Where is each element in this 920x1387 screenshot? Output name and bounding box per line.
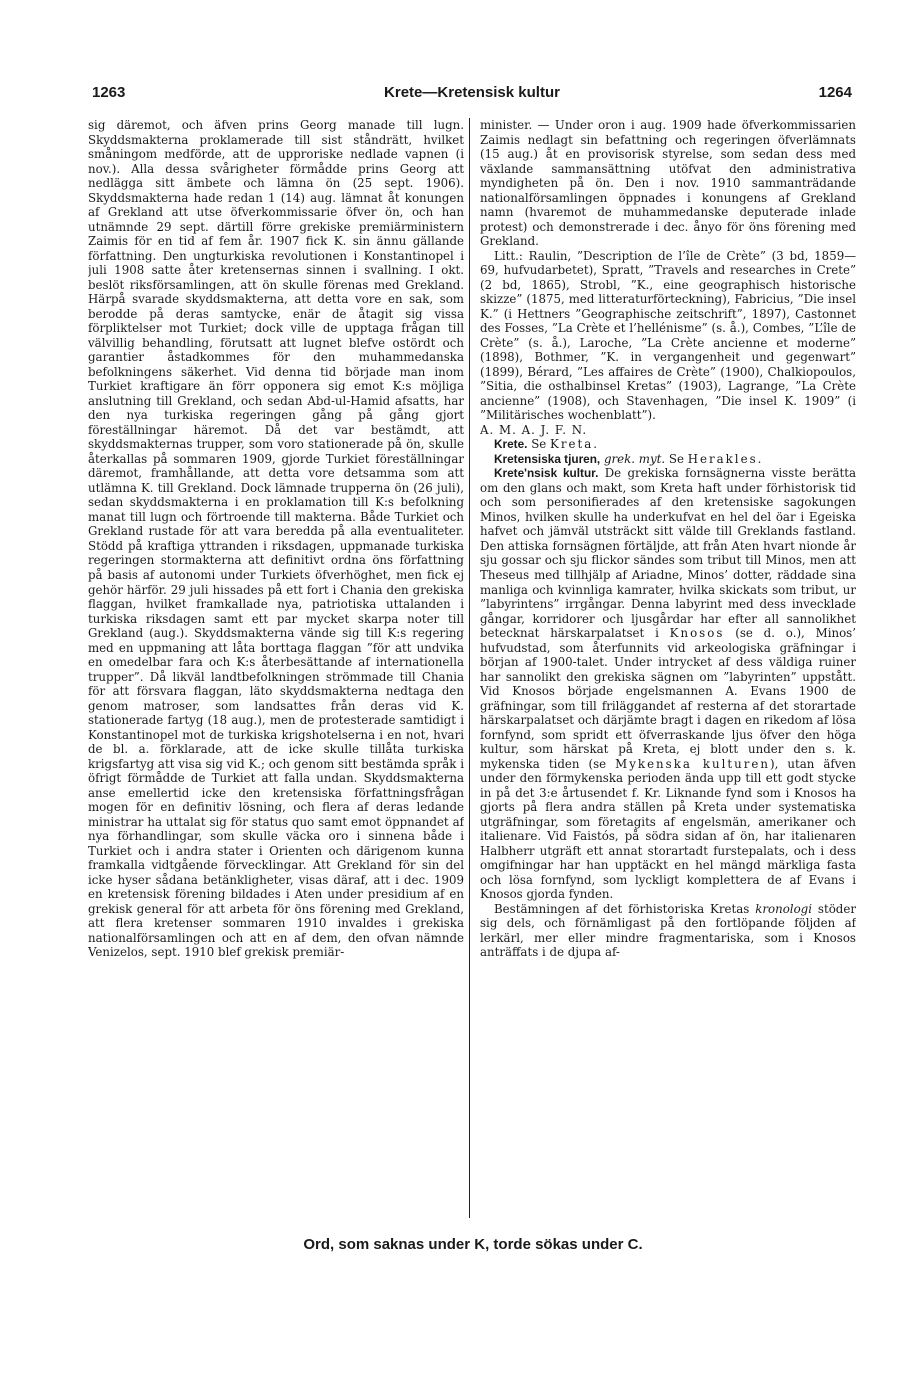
right-paragraph-1: minister. — Under oron i aug. 1909 hade öfverkommissarien Zaimis nedlagt sin befattning och regeringen öfverlämnats (15 aug.) åt en provisorisk styrelse, som sedan dess med växlande sammansättning utöfvat den administrativa myndigheten på ön. Den i nov. 1910 sammanträdande nationalförsamlingen öppnades i konungens af Grekland namn (hvaremot de muhammedanske deputerade inlade protest) och demonstrerade i dec. ånyo för öns förening med Grekland. xyxy=(480,118,856,249)
entry-kronologi: Bestämningen af det förhistoriska Kretas kronologi stöder sig dels, och förnämligast på den fortlöpande följden af lerkärl, mer eller mindre fragmentariska, som i Knosos anträffats i de djupa af- xyxy=(480,901,856,960)
entry-tjuren: Kretensiska tjuren, grek. myt. Se Herakles. xyxy=(494,451,764,466)
footer-note: Ord, som saknas under K, torde sökas under C. xyxy=(303,1236,643,1253)
entry-tjuren-head: Kretensiska tjuren, xyxy=(494,451,601,466)
author-signature: A. M. A. J. F. N. xyxy=(480,422,588,437)
entry-kultur: Krete'nsisk kultur. De grekiska fornsägnerna visste berätta om den glans och makt, som Kreta haft under förhistorisk tid och som personifierades af den kretensiske sagokungen Minos, hvilken skulle ha underkufvat en hel del öar i Egeiska hafvet och jämväl utsträckt sitt välde till Greklands fastland. Den attiska fornsägnen förtäljde, att från Aten hvart nionde år sju gossar och sju flickor sändes som tribut till Minos, men att Theseus med tillhjälp af Ariadne, Minos’ dotter, räddade sina manliga och kvinnliga kamrater, hvilka skickats som tribut, ur ”labyrintens” irrgångar. Denna labyrint med dess invecklade gångar, korridorer och ljusgårdar har efter all sannolikhet betecknat härskarpalatset i Knosos (se d. o.), Minos’ hufvudstad, som återfunnits vid arkeologiska gräfningar i början af 1900-talet. Under intrycket af dess väldiga ruiner har sannolikt den grekiska sägnen om ”labyrinten” uppstått. Vid Knosos började engelsmannen A. Evans 1900 de gräfningar, som till friläggandet af resterna af det storartade härskarpalatset och därjämte bragt i dagen en rikedom af lösa fornfynd, som spridt ett öfverraskande ljus öfver den höga kultur, som härskat på Kreta, ej blott under den s. k. mykenska tiden (se Mykenska kulturen), utan äfven under den förmykenska perioden ända upp till ett godt stycke in på det 3:e årtusendet f. Kr. Liknande fynd som i Knosos ha gjorts på flera andra ställen på Kreta under systematiska utgräfningar, som företagits af engelsmän, amerikaner och italienare. Vid Faistós, på södra sidan af ön, har italienaren Halbherr utgräft ett annat storartadt furstepalats, och i dess omgifningar har han upptäckt en hel mängd märkliga fasta och lösa fornfynd, som lyckligt komplettera de af Evans i Knosos gjorda fynden. xyxy=(480,466,856,902)
literature-paragraph xyxy=(480,249,856,423)
page-number-left: 1263 xyxy=(92,84,126,101)
left-column xyxy=(88,118,464,1218)
kronologi-term: kronologi xyxy=(755,901,813,916)
entry-krete: Krete. Se Kreta. xyxy=(494,437,599,452)
ref-kreta: Kreta. xyxy=(550,437,599,452)
ref-herakles: Herakles. xyxy=(687,451,764,466)
page-number-right: 1264 xyxy=(818,84,852,101)
running-title: Krete—Kretensisk kultur xyxy=(384,84,560,101)
ref-knosos: Knosos xyxy=(669,626,725,641)
column-divider xyxy=(469,118,470,1218)
entry-kultur-head: Krete'nsisk kultur. xyxy=(494,466,599,481)
left-column-text: sig däremot, och äfven prins Georg manade till lugn. Skyddsmakterna proklamerade till sist ståndrätt, hvilket småningom medförde, att de upproriske nedlade vapnen (i nov.). Alla dessa svårigheter förmådde prins Georg att nedlägga sitt ämbete och lämna ön (25 sept. 1906). Skyddsmakterna hade redan 1 (14) aug. lämnat åt konungen af Grekland att utse öfverkommissarie öfver ön, och han utnämnde 29 sept. därtill förre grekiske premiärministern Zaimis för en tid af fem år. 1907 fick K. sin ännu gällande författning. Den ungturkiska revolutionen i Konstantinopel i juli 1908 satte åter kretensernas sinnen i svallning. I okt. beslöt riksförsamlingen, att ön skulle förenas med Grekland. Härpå svarade skyddsmakterna, att detta vore en sak, som berodde på deras samtycke, enär de åtagit sig vissa förpliktelser mot Turkiet; dock ville de upptaga frågan till välvillig behandling, förutsatt att lugnet blefve ostördt och garantier åstadkommes för den muhammedanska befolkningens säkerhet. Vid denna tid började man inom Turkiet kraftigare än förr opponera sig emot K:s möjliga anslutning till Grekland, och sedan Abd-ul-Hamid afsatts, har den nya turkiska regeringen gång på gång gjort föreställningar häremot. Då det var bestämdt, att skyddsmakternas trupper, som voro stationerade på ön, skulle återkallas på sommaren 1909, gjorde Turkiet föreställningar däremot, framhållande, att detta vore detsamma som att utlämna K. till Grekland. Dock lämnade trupperna ön (26 juli), sedan skyddsmakterna i en proklamation till K:s befolkning manat till lugn och förtroende till makterna. Både Turkiet och Grekland rustade för att vara beredda på alla eventualiteter. Stödd på kraftiga yttranden i riksdagen, uppmanade turkiska regeringen stormakterna att definitivt ordna öns författning på basis af autonomi under Turkiets öfverhöghet, men fick ej gehör härför. 29 juli hissades på ett fort i Chania den grekiska flaggan, hvilket framkallade nya, patriotiska uttalanden i turkiska riksdagen samt ett par mycket skarpa noter till Grekland (aug.). Skyddsmakterna vände sig till K:s regering med en uppmaning att låta borttaga flaggan ”för att undvika en omedelbar fara och K:s återbesättande af internationella trupper”. Då likväl landtbefolkningen strömmade till Chania för att försvara flaggan, läto skyddsmakterna nedtaga den genom matroser, som landsattes från deras vid K. stationerade fartyg (18 aug.), men de protesterade samtidigt i Konstantinopel mot de turkiska krigshotelserna i en not, hvari de bl. a. förklarade, att de icke skulle tillåta turkiska krigsfartyg att visa sig vid K.; och genom sitt bestämda språk i öfrigt förmådde de Turkiet att falla undan. Skyddsmakterna anse emellertid icke den kretensiska författningsfrågan mogen för en definitiv lösning, och flera af deras ledande ministrar ha uttalat sig för status quo samt emot öppnandet af nya förhandlingar, som skulle väcka oro i sinnena både i Turkiet och i andra stater i Orienten och därigenom kunna framkalla vidtgående förvecklingar. Att Grekland för sin del icke hyser sådana betänkligheter, visas däraf, att i dec. 1909 en kretensisk förening bildades i Aten under presidium af en grekisk general för att arbeta för öns förening med Grekland, att flera kretenser sommaren 1910 invaldes i grekiska nationalförsamlingen och att en af dem, den ofvan nämnde Venizelos, sept. 1910 blef grekisk premiär- xyxy=(88,118,464,960)
ref-mykenska: Mykenska kulturen xyxy=(615,756,770,771)
literature-text: Litt.: Raulin, ”Description de l’île de Crète” (3 bd, 1859—69, hufvudarbetet), Spratt, ”Travels and researches in Crete” (2 bd, 1865), Strobl, ”K., eine geographisch historische skizze” (1875, med litteraturförteckning), Fabricius, ”Die insel K.” (i Hettners ”Geographische zeitschrift”, 1897), Castonnet des Fosses, ”La Crète et l’hellénisme” (s. å.), Combes, ”L’île de Crète” (s. å.), Laroche, ”La Crète ancienne et moderne” (1898), Bothmer, ”K. in vergangenheit und gegenwart” (1899), Bérard, ”Les affaires de Crète” (1900), Chalkiopoulos, ”Sitia, die osthalbinsel Kretas” (1903), Lagrange, ”La Crète ancienne” (1908), och Stavenhagen, ”Die insel K. 1909” (i ”Militärisches wochenblatt”). xyxy=(480,248,856,423)
right-column xyxy=(480,118,856,1218)
entry-krete-head: Krete. xyxy=(494,437,528,452)
page-header xyxy=(92,84,852,108)
